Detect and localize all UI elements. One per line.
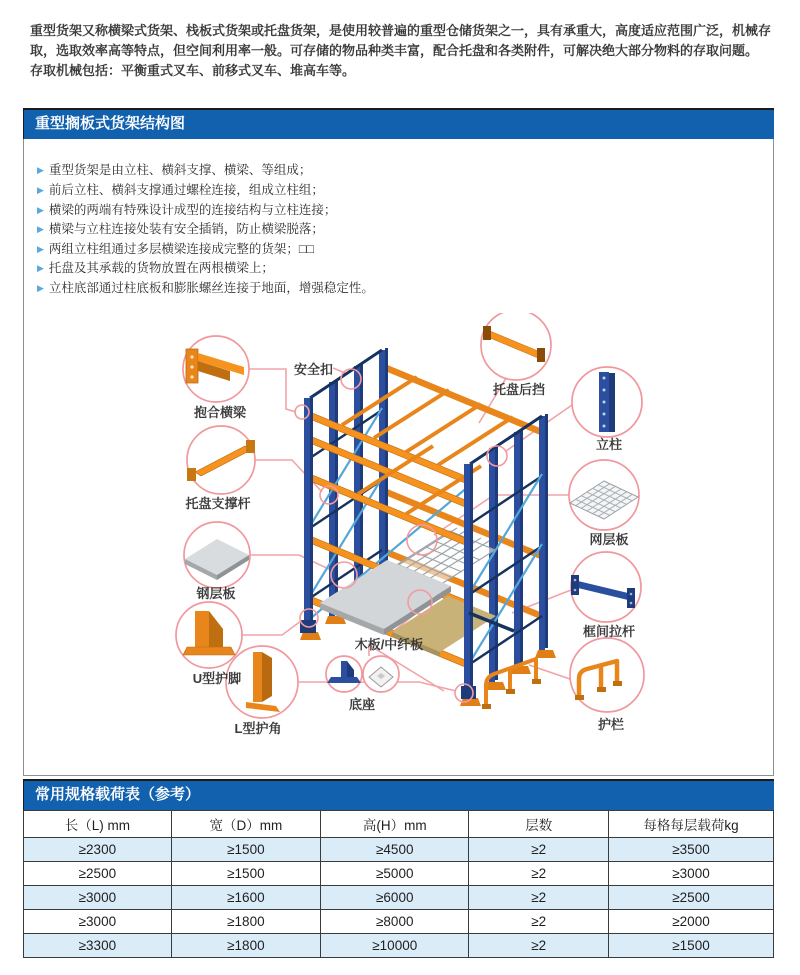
label-pallet-support-bar: 托盘支撑杆 — [185, 495, 251, 511]
cell: ≥3300 — [24, 934, 172, 958]
table-row — [24, 934, 774, 958]
feature-item — [37, 220, 773, 240]
feature-text: 横梁与立柱连接处装有安全插销，防止横梁脱落； — [48, 222, 324, 237]
col-header-height: 高(H）mm — [321, 811, 469, 838]
bullet-triangle-icon: ▶ — [37, 165, 44, 176]
structure-section-title-bar — [23, 108, 774, 139]
bullet-triangle-icon: ▶ — [37, 185, 44, 196]
component-upright-column — [599, 372, 615, 432]
label-steel-panel: 钢层板 — [196, 585, 236, 601]
cell: ≥3000 — [24, 910, 172, 934]
spec-section-title-bar — [23, 779, 774, 810]
col-header-layers: 层数 — [469, 811, 609, 838]
structure-content-box — [23, 139, 774, 776]
feature-item — [37, 240, 773, 260]
cell: ≥2 — [469, 934, 609, 958]
spec-table — [23, 810, 774, 958]
cell: ≥5000 — [321, 862, 469, 886]
spec-table-header-row — [24, 811, 774, 838]
intro-paragraph-2: 存取机械包括：平衡重式叉车、前移式叉车、堆高车等。 — [30, 63, 356, 79]
cell: ≥10000 — [321, 934, 469, 958]
cell: ≥1500 — [608, 934, 773, 958]
intro-paragraph-1: 重型货架又称横梁式货架、栈板式货架或托盘货架，是使用较普遍的重型仓储货架之一，具有承重大，高度适应范围广泛，机械存取，选取效率高等特点，但空间利用率一般。可存储的物品种类丰富，配合托盘和各类附件，可解决绝大部分物料的存取问题。 — [30, 23, 772, 59]
col-header-width: 宽（D）mm — [171, 811, 320, 838]
cell: ≥2 — [469, 910, 609, 934]
label-embracing-beam: 抱合横梁 — [193, 404, 247, 420]
cell: ≥2 — [469, 838, 609, 862]
label-upright-column: 立柱 — [595, 436, 623, 452]
table-row — [24, 838, 774, 862]
cell: ≥8000 — [321, 910, 469, 934]
cell: ≥1500 — [171, 838, 320, 862]
table-row — [24, 910, 774, 934]
bullet-triangle-icon: ▶ — [37, 263, 44, 274]
feature-item — [37, 279, 773, 299]
cell: ≥3000 — [608, 862, 773, 886]
table-row — [24, 886, 774, 910]
col-header-load: 每格每层载荷kg — [608, 811, 773, 838]
cell: ≥1500 — [171, 862, 320, 886]
label-guard-rail: 护栏 — [597, 716, 625, 732]
cell: ≥2000 — [608, 910, 773, 934]
intro-text — [0, 0, 800, 81]
cell: ≥6000 — [321, 886, 469, 910]
label-u-foot-guard: U型护脚 — [192, 670, 242, 686]
table-row — [24, 862, 774, 886]
cell: ≥1800 — [171, 910, 320, 934]
feature-text: 两组立柱组通过多层横梁连接成完整的货架；□□ — [48, 241, 315, 256]
rack-drawing — [295, 348, 556, 709]
feature-text: 横梁的两端有特殊设计成型的连接结构与立柱连接； — [48, 202, 337, 217]
rack-structure-diagram — [24, 313, 773, 783]
feature-item — [37, 259, 773, 279]
label-wire-mesh-panel: 网层板 — [589, 531, 629, 547]
cell: ≥3500 — [608, 838, 773, 862]
feature-item — [37, 181, 773, 201]
feature-item — [37, 161, 773, 181]
spec-section-title: 常用规格载荷表（参考） — [35, 786, 201, 804]
cell: ≥2500 — [608, 886, 773, 910]
col-header-length: 长（L) mm — [24, 811, 172, 838]
label-pallet-backstop: 托盘后挡 — [492, 381, 546, 397]
label-safety-clip: 安全扣 — [294, 361, 334, 377]
feature-item — [37, 201, 773, 221]
cell: ≥4500 — [321, 838, 469, 862]
label-base: 底座 — [348, 696, 376, 712]
label-l-corner-guard: L型护角 — [234, 720, 282, 736]
spec-section — [23, 779, 774, 958]
cell: ≥2 — [469, 862, 609, 886]
label-wood-board: 木板/中纤板 — [354, 636, 424, 652]
bullet-triangle-icon: ▶ — [37, 204, 44, 215]
feature-list — [24, 161, 773, 298]
feature-text: 重型货架是由立柱、横斜支撑、横梁、等组成； — [48, 163, 312, 178]
cell: ≥1600 — [171, 886, 320, 910]
cell: ≥2300 — [24, 838, 172, 862]
bullet-triangle-icon: ▶ — [37, 224, 44, 235]
cell: ≥2 — [469, 886, 609, 910]
cell: ≥3000 — [24, 886, 172, 910]
bullet-triangle-icon: ▶ — [37, 282, 44, 293]
label-frame-tie-bar: 框间拉杆 — [582, 623, 636, 639]
cell: ≥2500 — [24, 862, 172, 886]
feature-text: 托盘及其承载的货物放置在两根横梁上； — [48, 261, 274, 276]
cell: ≥1800 — [171, 934, 320, 958]
structure-section — [23, 108, 774, 776]
feature-text: 前后立柱、横斜支撑通过螺栓连接，组成立柱组； — [48, 183, 324, 198]
feature-text: 立柱底部通过柱底板和膨胀螺丝连接于地面，增强稳定性。 — [48, 280, 374, 295]
bullet-triangle-icon: ▶ — [37, 243, 44, 254]
structure-section-title: 重型搁板式货架结构图 — [35, 115, 186, 133]
